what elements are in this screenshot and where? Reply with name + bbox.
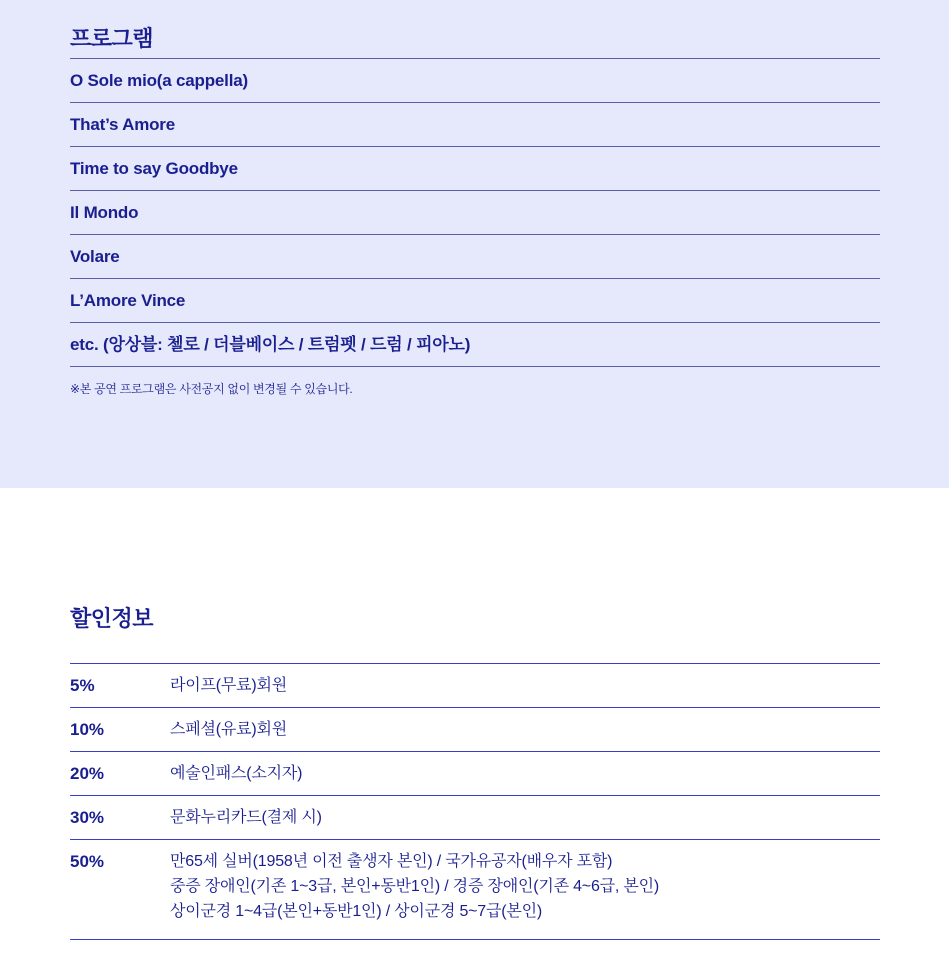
discount-rate: 20% — [70, 764, 105, 783]
discount-line: 예술인패스(소지자) — [170, 765, 303, 782]
program-item: O Sole mio(a cappella) — [70, 59, 880, 103]
discount-description — [170, 840, 880, 939]
discount-rate: 50% — [70, 852, 105, 871]
program-item: Il Mondo — [70, 191, 880, 235]
program-item: etc. (앙상블: 첼로 / 더블베이스 / 트럼펫 / 드럼 / 피아노) — [70, 323, 880, 367]
program-item: That’s Amore — [70, 103, 880, 147]
discount-rate: 5% — [70, 676, 95, 695]
discount-line: 라이프(무료)회원 — [170, 677, 288, 694]
program-item: Volare — [70, 235, 880, 279]
program-item: L’Amore Vince — [70, 279, 880, 323]
discount-row — [70, 840, 880, 940]
discount-row — [70, 752, 880, 796]
discount-line: 만65세 실버(1958년 이전 출생자 본인) / 국가유공자(배우자 포함) — [170, 853, 613, 870]
discount-line: 문화누리카드(결제 시) — [170, 809, 322, 826]
discount-row — [70, 708, 880, 752]
discount-line: 중증 장애인(기존 1~3급, 본인+동반1인) / 경증 장애인(기존 4~6급, 본인) — [170, 878, 660, 895]
discount-line: 상이군경 1~4급(본인+동반1인) / 상이군경 5~7급(본인) — [170, 903, 543, 920]
discount-list — [70, 663, 880, 940]
discount-row — [70, 796, 880, 840]
discount-description — [170, 752, 880, 795]
discount-title: 할인정보 — [70, 606, 154, 631]
program-title: 프로그램 — [70, 26, 154, 51]
discount-description — [170, 796, 880, 839]
discount-line: 스페셜(유료)회원 — [170, 721, 288, 738]
discount-row — [70, 664, 880, 708]
discount-rate: 30% — [70, 808, 105, 827]
program-list — [70, 58, 880, 367]
program-item: Time to say Goodbye — [70, 147, 880, 191]
discount-section — [0, 488, 949, 940]
discount-description — [170, 708, 880, 751]
discount-rate: 10% — [70, 720, 105, 739]
discount-description — [170, 664, 880, 707]
program-note: ※본 공연 프로그램은 사전공지 없이 변경될 수 있습니다. — [70, 382, 353, 396]
